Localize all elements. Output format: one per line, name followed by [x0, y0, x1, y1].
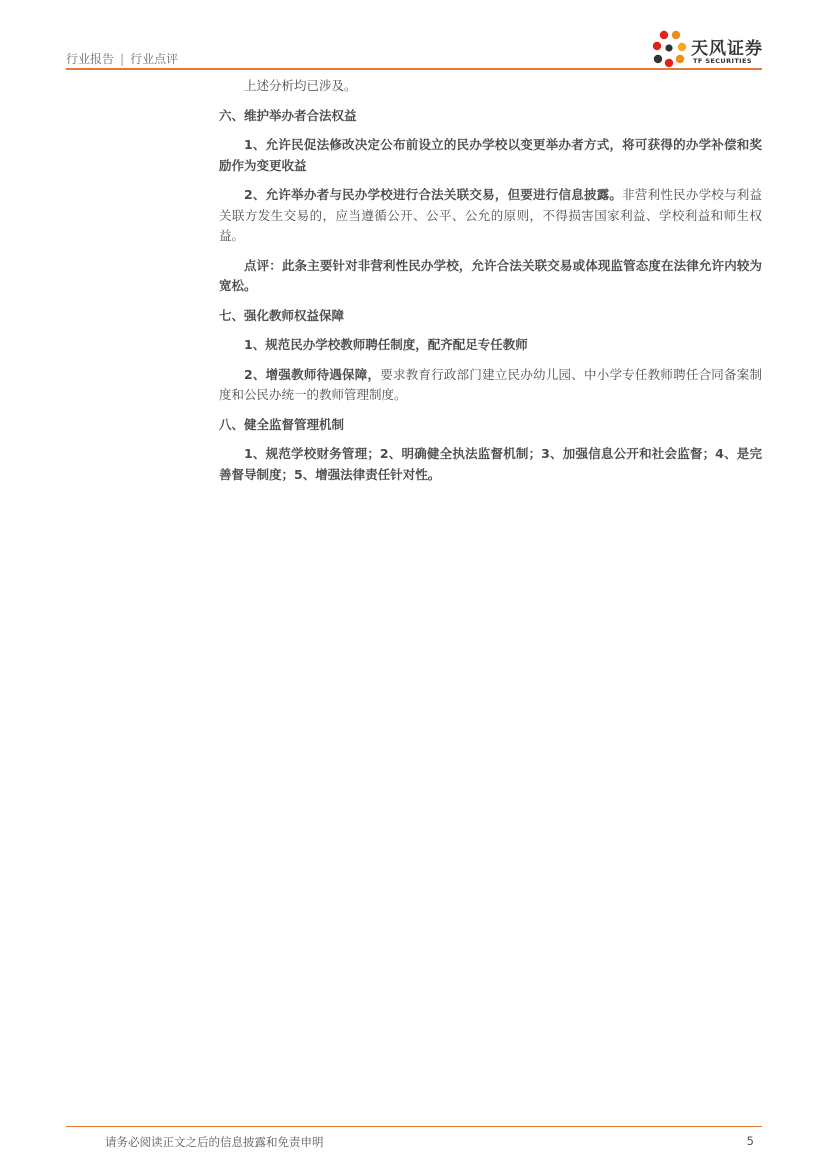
bold-text: 2、增强教师待遇保障，: [244, 366, 381, 382]
logo-flower-icon: [649, 28, 689, 70]
paragraph-7-2: [219, 365, 762, 406]
bold-text: 点评：此条主要针对非营利性民办学校，允许合法关联交易或体现监管态度在法律允许内较为宽松。: [219, 257, 762, 293]
body-text: 非营利性民办学校与利益关联方发生交易的，应当遵循公开、公平、公允的原则，不得损害国家利益、学校利益和师生权益。: [219, 187, 762, 243]
logo-name-en: TF SECURITIES: [693, 57, 752, 65]
commentary-note: [219, 256, 762, 297]
company-logo: [649, 28, 764, 70]
section-heading-6: 六、维护举办者合法权益: [219, 107, 357, 123]
page-header: [66, 28, 762, 72]
body-text: 要求教育行政部门建立民办幼儿园、中小学专任教师聘任合同备案制度和公民办统一的教师管理制度。: [219, 366, 762, 402]
logo-name-cn: 天风证券: [691, 39, 763, 59]
page-number: 5: [746, 1134, 754, 1148]
report-body: [219, 76, 762, 494]
bold-text: 1、允许民促法修改决定公布前设立的民办学校以变更举办者方式，将可获得的办学补偿和奖励作为变更收益: [219, 137, 762, 173]
section-heading-8: 八、健全监督管理机制: [219, 416, 345, 432]
paragraph-6-2: [219, 185, 762, 247]
paragraph-6-1: [219, 135, 762, 176]
paragraph-8-1: [219, 444, 762, 485]
header-divider: [66, 68, 762, 70]
header-separator: |: [120, 52, 125, 66]
report-category: [66, 50, 178, 67]
bold-text: 1、规范民办学校教师聘任制度，配齐配足专任教师: [244, 337, 528, 352]
bold-text: 2、允许举办者与民办学校进行合法关联交易，但要进行信息披露。: [244, 187, 623, 202]
bold-text: 1、规范学校财务管理；2、明确健全执法监督机制；3、加强信息公开和社会监督；4、是完善督导制度；5、增强法律责任针对性。: [219, 446, 762, 482]
disclaimer-text: 请务必阅读正文之后的信息披露和免责申明: [105, 1135, 324, 1149]
paragraph: 上述分析均已涉及。: [244, 78, 357, 93]
report-type: 行业报告: [66, 52, 115, 66]
section-heading-7: 七、强化教师权益保障: [219, 307, 345, 323]
paragraph-7-1: [219, 335, 762, 356]
footer-divider: [66, 1126, 762, 1127]
report-subtype: 行业点评: [130, 52, 179, 66]
